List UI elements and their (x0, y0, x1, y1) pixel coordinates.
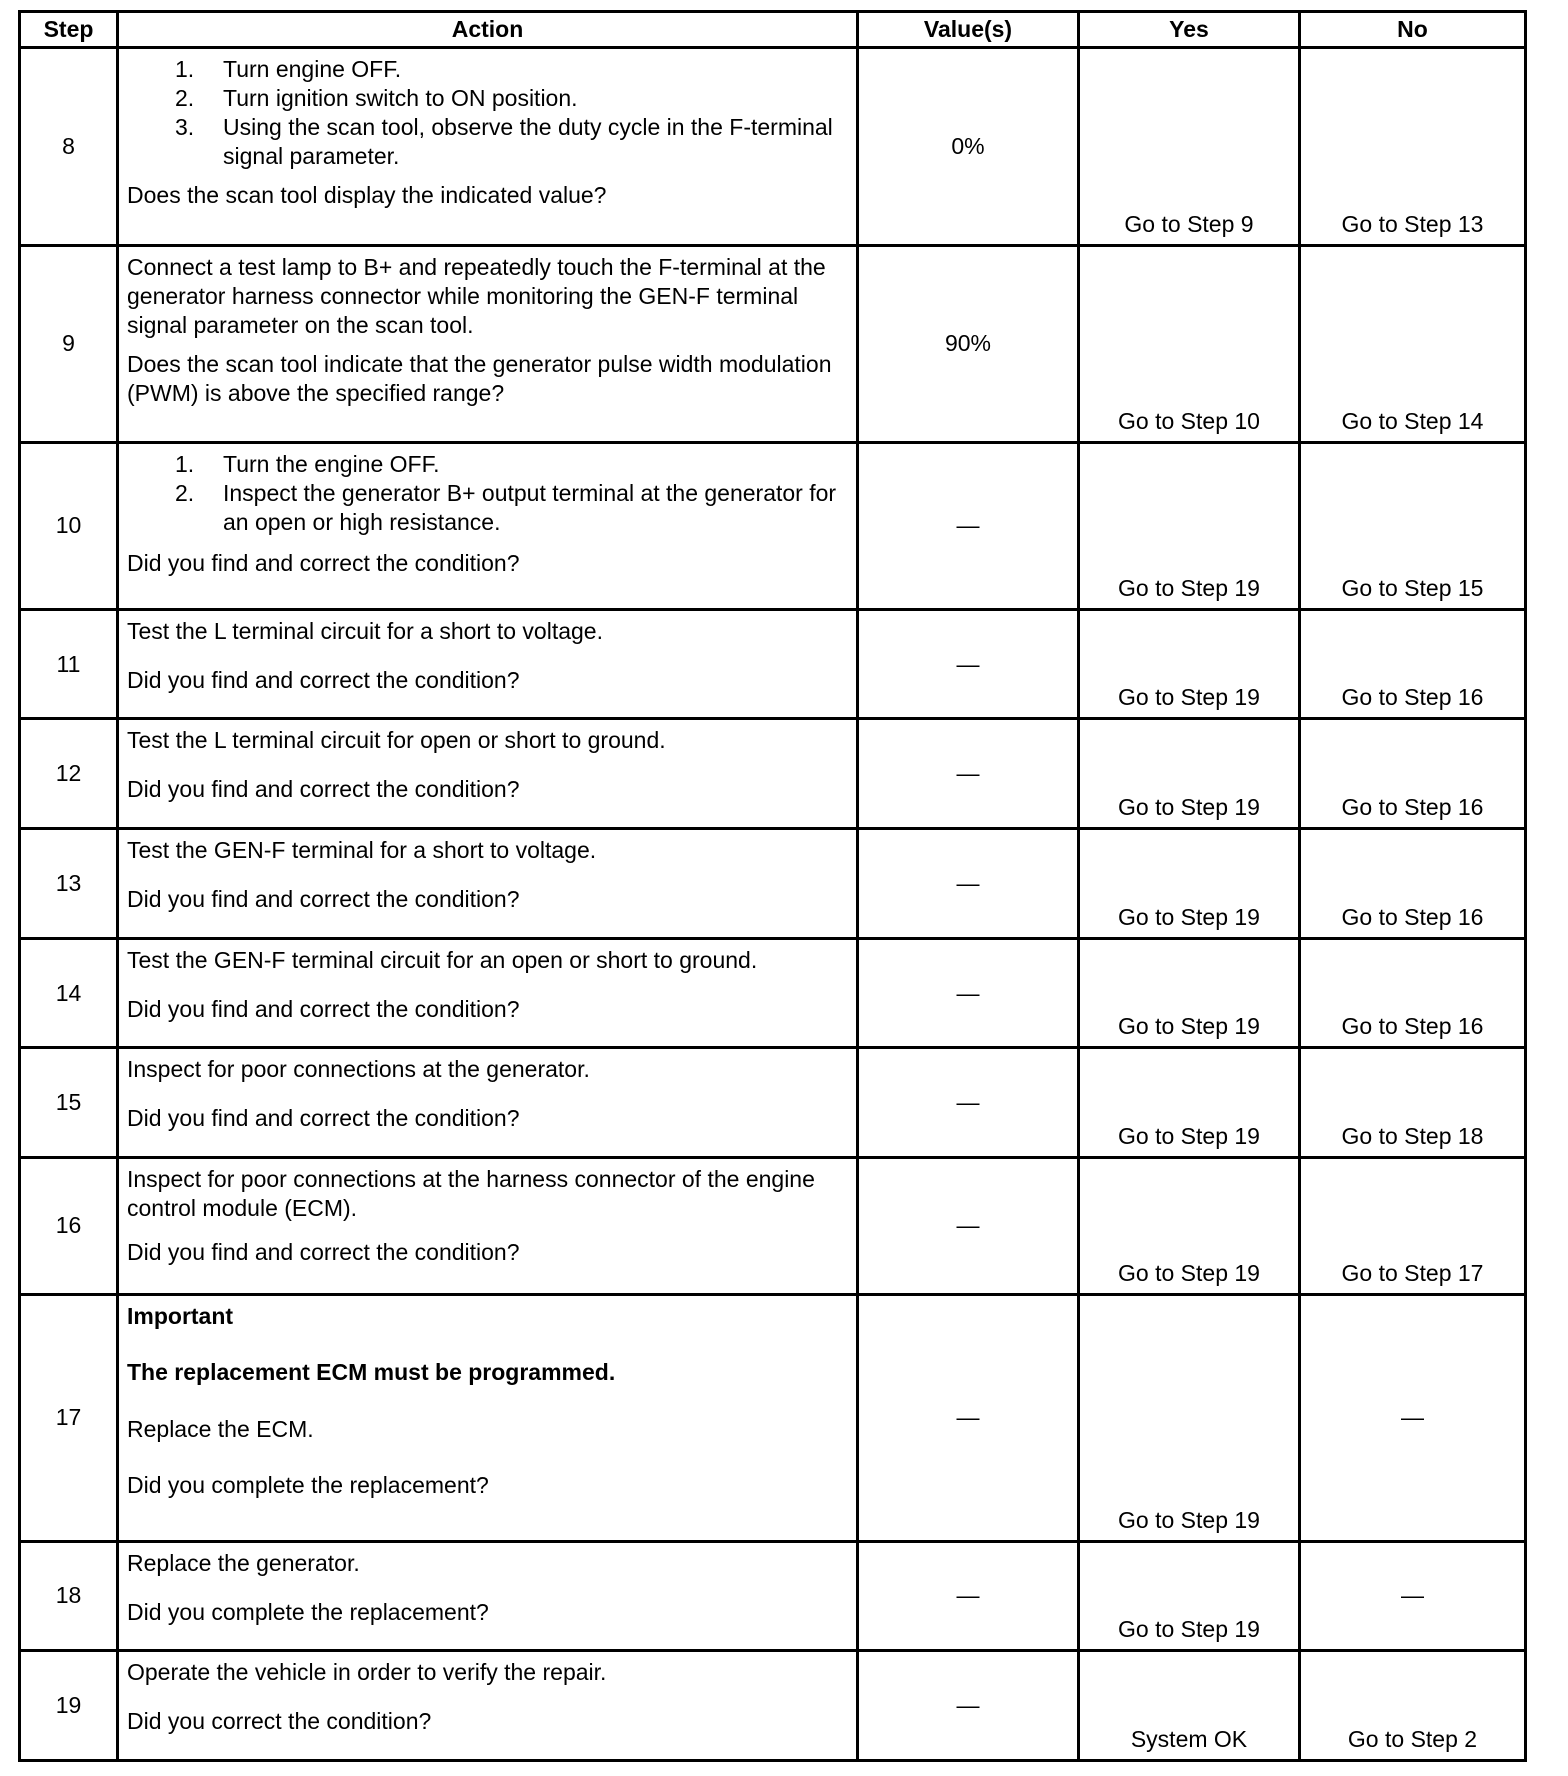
step-number: 8 (20, 48, 118, 246)
step-number: 11 (20, 609, 118, 719)
no-cell: Go to Step 16 (1300, 938, 1526, 1048)
action-text: Operate the vehicle in order to verify the repair. (127, 1659, 607, 1686)
question-text: Did you find and correct the condition? (127, 995, 520, 1022)
value-cell: — (858, 829, 1079, 939)
value-cell: — (858, 609, 1079, 719)
list-number: 2. (175, 85, 195, 111)
action-cell (118, 609, 858, 719)
step-number: 13 (20, 829, 118, 939)
diagnostic-table (18, 10, 1527, 1762)
instruction-list (127, 450, 848, 537)
list-item (127, 479, 848, 537)
value-cell: — (858, 443, 1079, 610)
action-cell (118, 1541, 858, 1651)
yes-cell: Go to Step 9 (1079, 48, 1300, 246)
value-cell: — (858, 1541, 1079, 1651)
step-number: 19 (20, 1651, 118, 1761)
table-row (20, 829, 1526, 939)
value-cell: 90% (858, 245, 1079, 443)
value-cell: — (858, 1651, 1079, 1761)
list-text: Turn engine OFF. (223, 56, 402, 82)
no-cell: — (1300, 1295, 1526, 1542)
table-row (20, 609, 1526, 719)
table-row (20, 1651, 1526, 1761)
question-text: Did you complete the replacement? (127, 1471, 489, 1498)
list-number: 1. (175, 56, 195, 82)
header-no: No (1300, 12, 1526, 48)
value-cell: — (858, 719, 1079, 829)
header-values: Value(s) (858, 12, 1079, 48)
yes-cell: Go to Step 19 (1079, 443, 1300, 610)
action-text: Test the L terminal circuit for open or short to ground. (127, 727, 666, 754)
yes-cell: Go to Step 19 (1079, 1048, 1300, 1158)
question-text: Did you complete the replacement? (127, 1598, 489, 1625)
header-yes: Yes (1079, 12, 1300, 48)
yes-cell: Go to Step 19 (1079, 719, 1300, 829)
action-cell (118, 48, 858, 246)
table-row (20, 245, 1526, 443)
step-number: 12 (20, 719, 118, 829)
action-cell (118, 443, 858, 610)
action-text: Replace the ECM. (127, 1415, 314, 1442)
action-cell (118, 719, 858, 829)
no-cell: Go to Step 16 (1300, 609, 1526, 719)
question-text: Did you find and correct the condition? (127, 776, 520, 803)
question-text: Did you find and correct the condition? (127, 666, 520, 693)
value-cell: — (858, 1157, 1079, 1294)
important-label: Important (127, 1303, 234, 1329)
yes-cell: Go to Step 19 (1079, 1295, 1300, 1542)
no-cell: — (1300, 1541, 1526, 1651)
yes-cell: Go to Step 19 (1079, 609, 1300, 719)
question-text: Did you find and correct the condition? (127, 1105, 520, 1132)
no-cell: Go to Step 15 (1300, 443, 1526, 610)
table-row (20, 719, 1526, 829)
step-number: 9 (20, 245, 118, 443)
table-row (20, 1295, 1526, 1542)
table-row (20, 938, 1526, 1048)
yes-cell: Go to Step 19 (1079, 1541, 1300, 1651)
yes-cell: Go to Step 19 (1079, 1157, 1300, 1294)
instruction-list (127, 55, 848, 171)
step-number: 10 (20, 443, 118, 610)
action-text: Test the GEN-F terminal for a short to voltage. (127, 837, 597, 864)
no-cell: Go to Step 2 (1300, 1651, 1526, 1761)
question-text: Did you find and correct the condition? (127, 1238, 520, 1265)
list-number: 2. (175, 480, 195, 507)
action-cell (118, 938, 858, 1048)
action-cell (118, 1048, 858, 1158)
no-cell: Go to Step 14 (1300, 245, 1526, 443)
question-text: Does the scan tool display the indicated value? (127, 182, 607, 208)
table-row (20, 48, 1526, 246)
table-row (20, 1157, 1526, 1294)
list-text: Turn ignition switch to ON position. (223, 85, 578, 111)
action-text: Connect a test lamp to B+ and repeatedly touch the F-terminal at the generator harness connector while monitoring the GEN-F terminal signal parameter on the scan tool. (127, 253, 826, 338)
value-cell: — (858, 1295, 1079, 1542)
list-text: Turn the engine OFF. (223, 451, 440, 478)
list-text: Inspect the generator B+ output terminal at the generator for an open or high resistance. (223, 480, 837, 536)
list-item (127, 55, 848, 84)
list-item (127, 84, 848, 113)
step-number: 17 (20, 1295, 118, 1542)
no-cell: Go to Step 16 (1300, 719, 1526, 829)
yes-cell: System OK (1079, 1651, 1300, 1761)
important-text: The replacement ECM must be programmed. (127, 1359, 616, 1386)
action-cell (118, 1295, 858, 1542)
action-text: Replace the generator. (127, 1549, 360, 1576)
question-text: Did you find and correct the condition? (127, 550, 520, 577)
step-number: 18 (20, 1541, 118, 1651)
no-cell: Go to Step 18 (1300, 1048, 1526, 1158)
table-row (20, 1048, 1526, 1158)
step-number: 16 (20, 1157, 118, 1294)
list-number: 1. (175, 451, 195, 478)
value-cell: 0% (858, 48, 1079, 246)
action-text: Test the L terminal circuit for a short to voltage. (127, 617, 603, 644)
list-number: 3. (175, 114, 195, 140)
value-cell: — (858, 1048, 1079, 1158)
action-cell (118, 245, 858, 443)
list-item (127, 450, 848, 479)
action-text: Test the GEN-F terminal circuit for an open or short to ground. (127, 946, 758, 973)
step-number: 15 (20, 1048, 118, 1158)
yes-cell: Go to Step 10 (1079, 245, 1300, 443)
list-text: Using the scan tool, observe the duty cycle in the F-terminal signal parameter. (223, 114, 833, 169)
no-cell: Go to Step 17 (1300, 1157, 1526, 1294)
question-text: Does the scan tool indicate that the generator pulse width modulation (PWM) is above the specified range? (127, 350, 832, 406)
list-item (127, 113, 848, 171)
yes-cell: Go to Step 19 (1079, 938, 1300, 1048)
action-cell (118, 829, 858, 939)
no-cell: Go to Step 16 (1300, 829, 1526, 939)
header-row (20, 12, 1526, 48)
question-text: Did you correct the condition? (127, 1708, 432, 1735)
table-row (20, 443, 1526, 610)
action-cell (118, 1651, 858, 1761)
table-row (20, 1541, 1526, 1651)
header-step: Step (20, 12, 118, 48)
header-action: Action (118, 12, 858, 48)
action-text: Inspect for poor connections at the harness connector of the engine control module (ECM). (127, 1165, 815, 1221)
step-number: 14 (20, 938, 118, 1048)
value-cell: — (858, 938, 1079, 1048)
action-text: Inspect for poor connections at the generator. (127, 1056, 590, 1083)
question-text: Did you find and correct the condition? (127, 886, 520, 913)
yes-cell: Go to Step 19 (1079, 829, 1300, 939)
action-cell (118, 1157, 858, 1294)
no-cell: Go to Step 13 (1300, 48, 1526, 246)
